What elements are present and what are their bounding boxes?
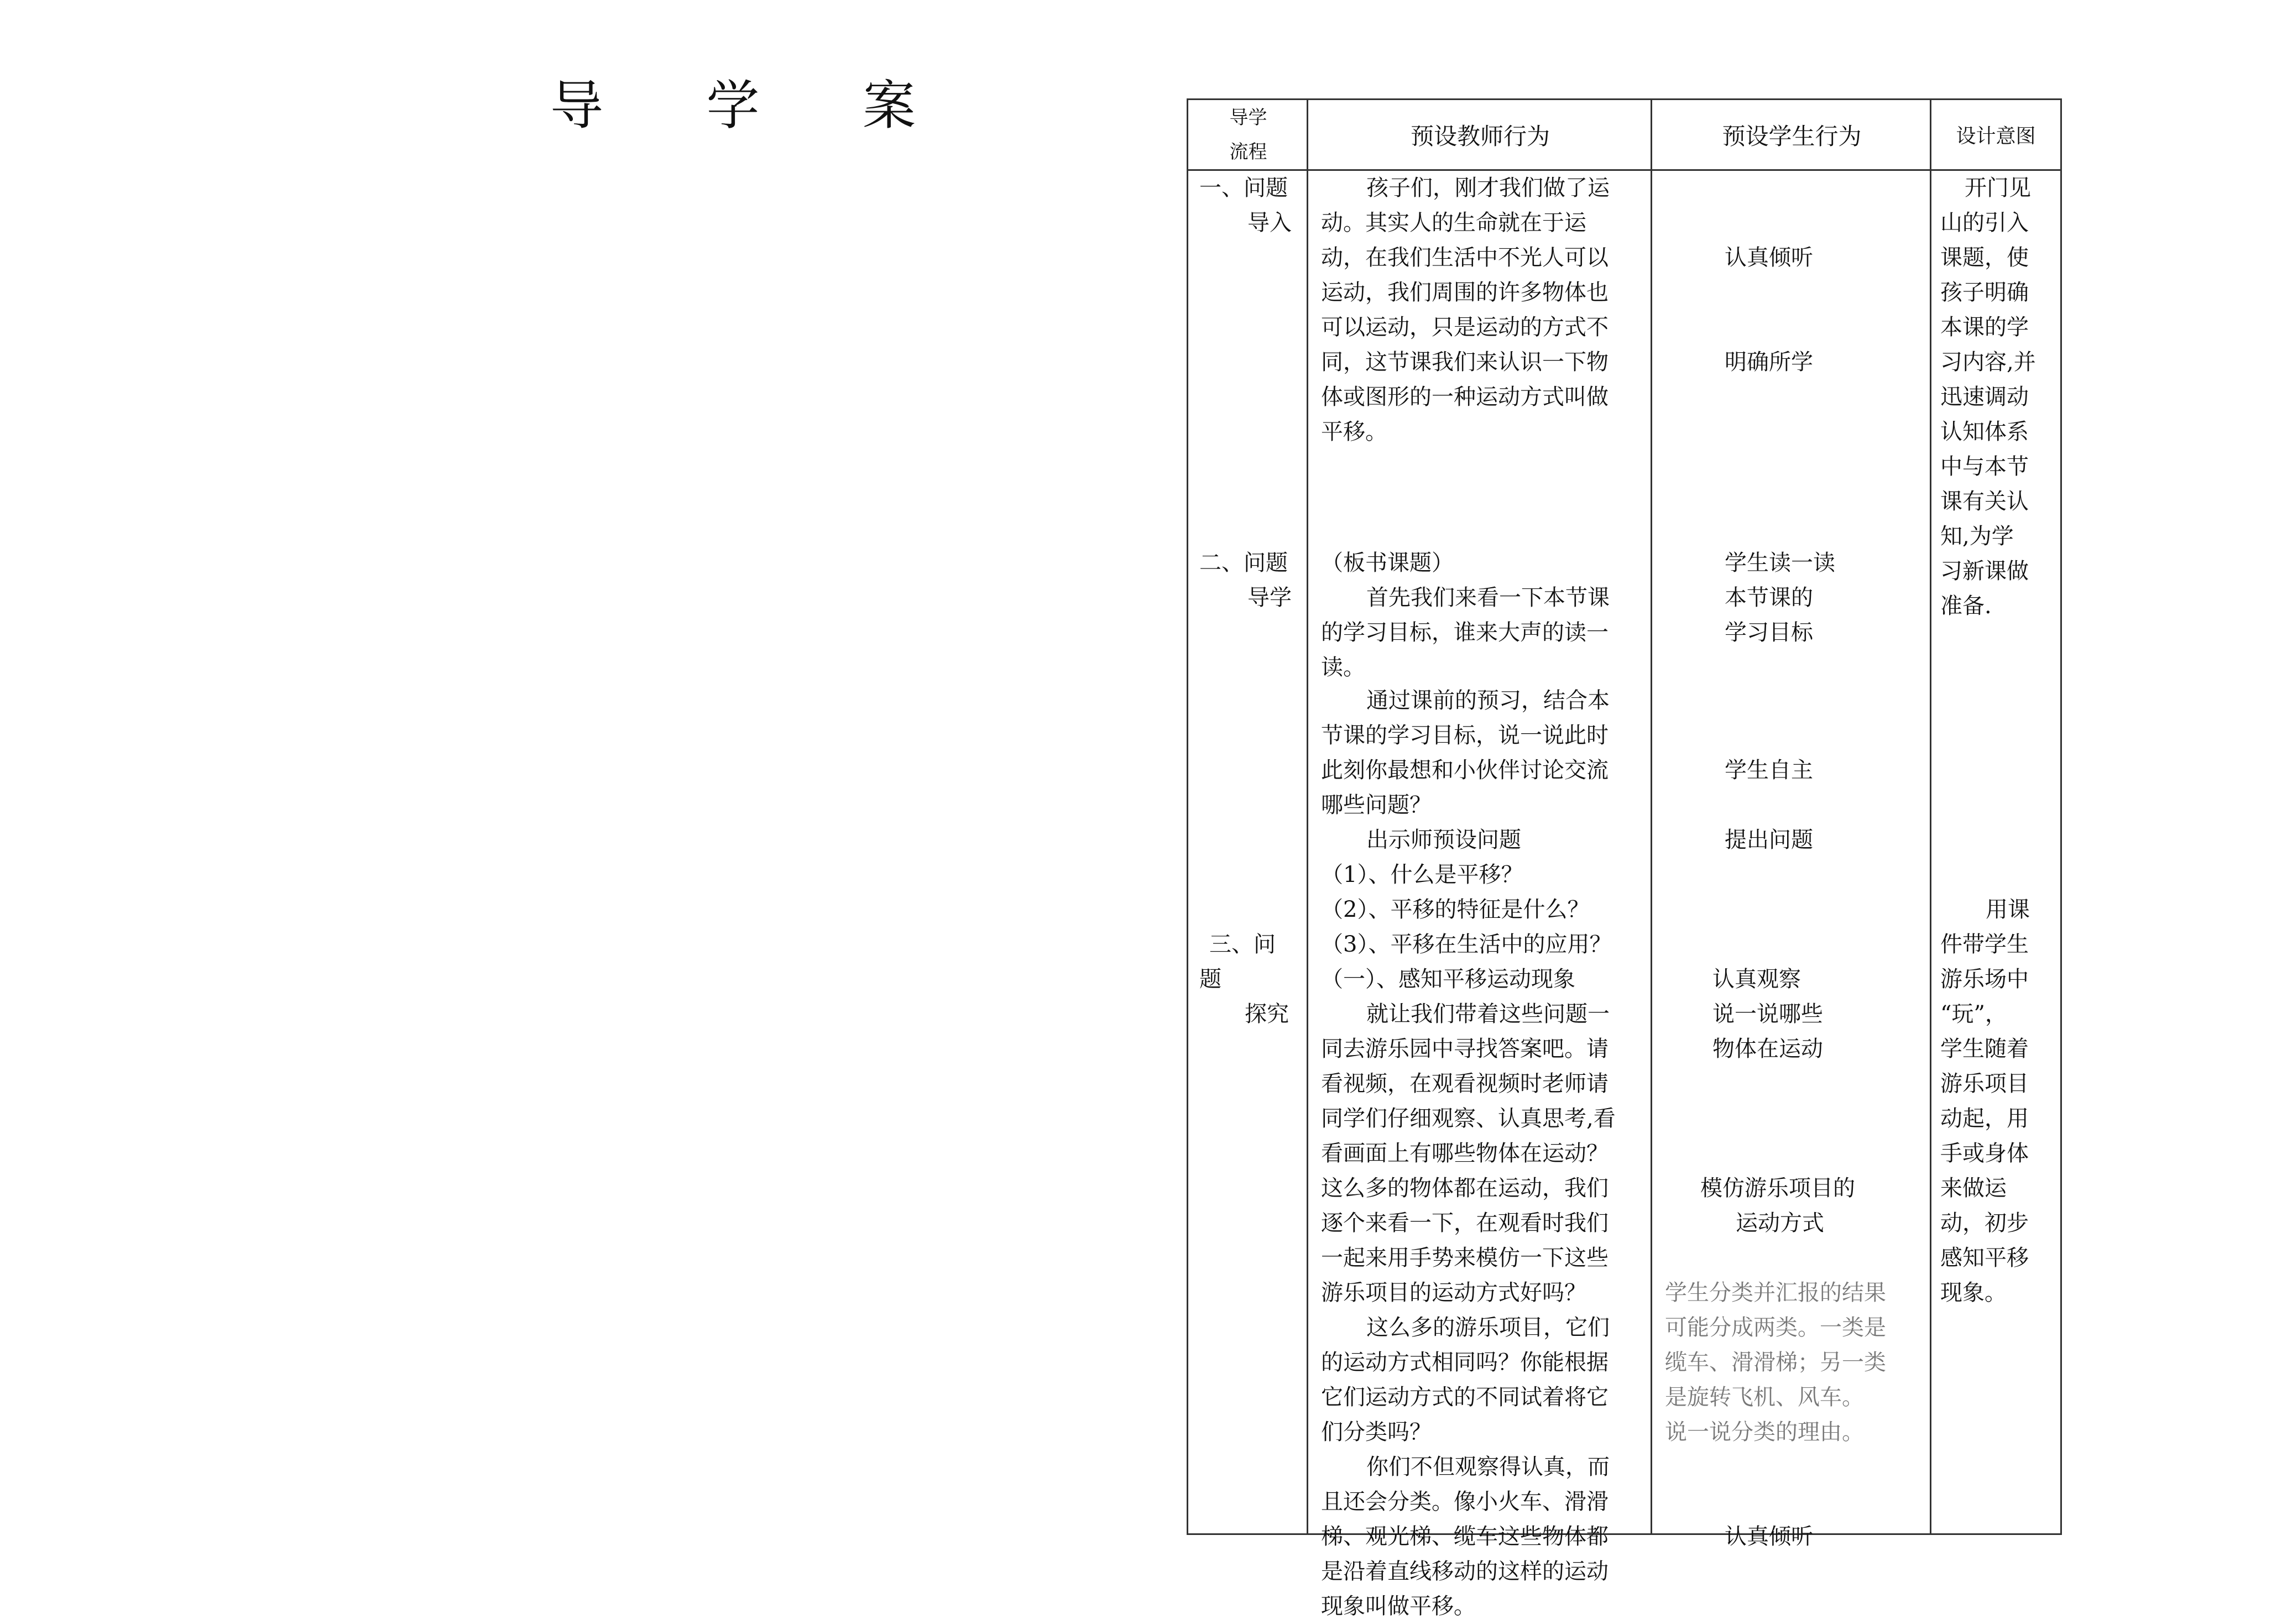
teacher-line: 它们运动方式的不同试着将它 (1321, 1385, 1609, 1410)
student-line: 提出问题 (1725, 827, 1813, 853)
teacher-line: 可以运动，只是运动的方式不 (1321, 315, 1609, 340)
teacher-line: 动。其实人的生命就在于运 (1321, 210, 1586, 236)
teacher-line: 看视频，在观看视频时老师请 (1321, 1071, 1609, 1096)
intent-line: 件带学生 (1940, 932, 2029, 957)
stage-column (1188, 100, 1308, 1533)
intent-line: 课有关认 (1940, 489, 2029, 514)
teacher-line: 体或图形的一种运动方式叫做 (1321, 384, 1609, 410)
document-title: 导 学 案 (550, 75, 959, 137)
stage-line: 导入 (1247, 210, 1292, 236)
teacher-line: 这么多的物体都在运动，我们 (1321, 1176, 1609, 1201)
intent-line: 知,为学 (1940, 524, 2014, 549)
teacher-line: 们分类吗？ (1321, 1419, 1432, 1445)
intent-line: 山的引入 (1940, 210, 2029, 236)
student-line: 明确所学 (1725, 349, 1813, 375)
teacher-line: 一起来用手势来模仿一下这些 (1321, 1245, 1609, 1271)
teacher-line: 运动，我们周围的许多物体也 (1321, 280, 1609, 305)
intent-line: 中与本节 (1940, 454, 2029, 479)
teacher-line: 动，在我们生活中不光人可以 (1321, 245, 1609, 270)
teacher-line: 游乐项目的运动方式好吗？ (1321, 1280, 1586, 1306)
student-line: 运动方式 (1736, 1210, 1824, 1236)
teacher-line: （1）、什么是平移？ (1321, 862, 1523, 887)
intent-line: 本课的学 (1940, 315, 2029, 340)
student-line: 可能分成两类。一类是 (1665, 1315, 1886, 1340)
header-intent: 设计意图 (1956, 125, 2036, 148)
intent-line: 用课 (1986, 897, 2030, 922)
student-line: 认真观察 (1712, 967, 1801, 992)
intent-line: “玩”， (1940, 1001, 2007, 1027)
teacher-line: 的学习目标，谁来大声的读一 (1321, 620, 1609, 645)
teacher-line: （板书课题） (1321, 550, 1454, 576)
stage-line: 二、问题 (1199, 550, 1288, 576)
intent-line: 认知体系 (1940, 419, 2029, 445)
intent-line: 准备. (1940, 593, 1992, 619)
student-line: 说一说哪些 (1712, 1001, 1823, 1027)
teacher-line: 平移。 (1321, 419, 1387, 445)
teacher-line: 你们不但观察得认真，而 (1366, 1454, 1610, 1480)
intent-line: 动，初步 (1940, 1210, 2029, 1236)
student-line: 模仿游乐项目的 (1700, 1176, 1855, 1201)
intent-line: 课题，使 (1940, 245, 2029, 270)
intent-line: 孩子明确 (1940, 280, 2029, 305)
intent-line: 游乐场中 (1940, 967, 2029, 992)
header-teacher: 预设教师行为 (1410, 122, 1550, 150)
intent-line: 学生随着 (1940, 1036, 2029, 1062)
student-line: 认真倾听 (1725, 1524, 1813, 1549)
intent-line: 游乐项目 (1940, 1071, 2029, 1096)
stage-line: 题 (1199, 967, 1221, 992)
student-line: 学习目标 (1725, 620, 1813, 645)
teacher-line: 梯、观光梯、缆车这些物体都 (1321, 1524, 1609, 1549)
teacher-line: 同去游乐园中寻找答案吧。请 (1321, 1036, 1609, 1062)
teacher-line: 逐个来看一下，在观看时我们 (1321, 1210, 1609, 1236)
student-line: 学生读一读 (1725, 550, 1835, 576)
teacher-line: 的运动方式相同吗？你能根据 (1321, 1350, 1609, 1375)
intent-line: 现象。 (1940, 1280, 2007, 1306)
student-line: 本节课的 (1725, 585, 1813, 610)
teacher-line: 同，这节课我们来认识一下物 (1321, 349, 1609, 375)
lesson-plan-table (1187, 98, 2062, 1619)
student-line: 认真倾听 (1725, 245, 1813, 270)
teacher-line: 现象叫做平移。 (1321, 1594, 1476, 1619)
teacher-line: 出示师预设问题 (1366, 827, 1521, 853)
student-line: 缆车、滑滑梯；另一类 (1665, 1350, 1886, 1375)
teacher-line: 同学们仔细观察、认真思考,看 (1321, 1106, 1616, 1131)
teacher-line: （2）、平移的特征是什么？ (1321, 897, 1590, 922)
table-header-row (1188, 100, 2060, 171)
student-line: 物体在运动 (1712, 1036, 1823, 1062)
intent-line: 习内容,并 (1940, 349, 2036, 375)
teacher-line: 此刻你最想和小伙伴讨论交流 (1321, 758, 1609, 783)
intent-line: 习新课做 (1940, 558, 2029, 584)
teacher-line: 首先我们来看一下本节课 (1366, 585, 1610, 610)
intent-line: 动起，用 (1940, 1106, 2029, 1131)
student-line: 学生分类并汇报的结果 (1665, 1280, 1886, 1306)
teacher-line: 通过课前的预习，结合本 (1366, 688, 1610, 713)
teacher-line: 节课的学习目标，说一说此时 (1321, 723, 1609, 748)
intent-line: 开门见 (1965, 175, 2031, 201)
teacher-line: （3）、平移在生活中的应用？ (1321, 932, 1612, 957)
teacher-line: 这么多的游乐项目，它们 (1366, 1315, 1610, 1340)
stage-line: 一、问题 (1199, 175, 1288, 201)
student-line: 是旋转飞机、风车。 (1665, 1385, 1864, 1410)
teacher-line: 读。 (1321, 655, 1365, 680)
teacher-line: 哪些问题？ (1321, 792, 1432, 818)
teacher-line: 就让我们带着这些问题一 (1366, 1001, 1610, 1027)
intent-line: 迅速调动 (1940, 384, 2029, 410)
teacher-line: 孩子们，刚才我们做了运 (1366, 175, 1610, 201)
intent-line: 来做运 (1940, 1176, 2007, 1201)
teacher-line: （一）、感知平移运动现象 (1321, 967, 1575, 992)
intent-line: 手或身体 (1940, 1141, 2029, 1166)
teacher-line: 且还会分类。像小火车、滑滑 (1321, 1489, 1609, 1515)
stage-line: 三、问 (1209, 932, 1276, 957)
teacher-line: 是沿着直线移动的这样的运动 (1321, 1559, 1609, 1584)
stage-line: 探究 (1245, 1001, 1289, 1027)
teacher-line: 看画面上有哪些物体在运动？ (1321, 1141, 1609, 1166)
student-line: 说一说分类的理由。 (1665, 1419, 1864, 1445)
header-stage: 导学 流程 (1229, 106, 1267, 163)
stage-line: 导学 (1247, 585, 1292, 610)
intent-line: 感知平移 (1940, 1245, 2029, 1271)
header-student: 预设学生行为 (1722, 122, 1862, 150)
student-line: 学生自主 (1725, 758, 1813, 783)
